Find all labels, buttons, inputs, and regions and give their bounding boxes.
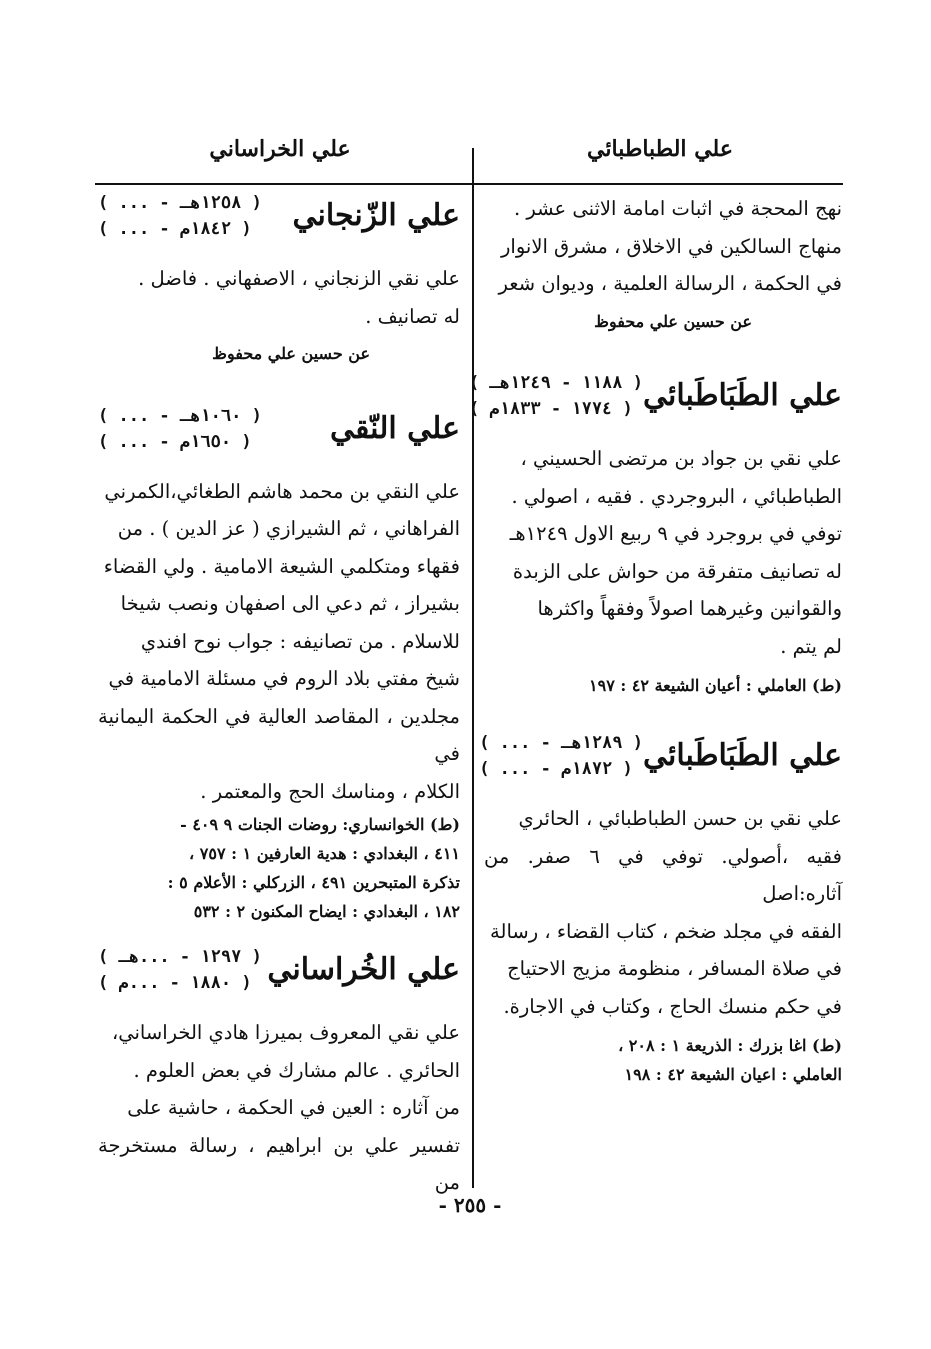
text-line: علي النقي بن محمد هاشم الطغائي،الكمرني bbox=[104, 479, 460, 503]
entry-references: (ط) العاملي : أعيان الشيعة ٤٢ : ١٩٧ bbox=[589, 676, 842, 695]
text-line: للاسلام . من تصانيفه : جواب نوح افندي bbox=[140, 629, 460, 653]
entry-name: علي الخُراساني bbox=[267, 952, 460, 988]
entry-name: علي الزّنجاني bbox=[292, 198, 460, 234]
text-line: نهج المحجة في اثبات امامة الاثنى عشر . bbox=[513, 197, 842, 220]
entry-heading bbox=[468, 370, 842, 422]
entry-dates bbox=[98, 944, 262, 996]
text-line: في حكم منسك الحاج ، وكتاب في الاجارة. bbox=[503, 994, 842, 1018]
text-line: له تصانيف . bbox=[365, 304, 460, 328]
dates-hijri: ( ١٢٩٧ - ...هـ ) bbox=[98, 947, 262, 967]
dates-hijri: ( ... - ١٠٦٠هـ ) bbox=[98, 405, 262, 426]
entry-dates bbox=[98, 403, 262, 455]
text-line: علي نقي المعروف بميرزا هادي الخراساني، bbox=[111, 1021, 460, 1044]
dates-gregorian: ( ١٧٧٤ - ١٨٣٣م ) bbox=[468, 399, 633, 419]
entry-references: (ط) الخوانساري: روضات الجنات ٩ ٤٠٩ - bbox=[180, 815, 460, 834]
entry-dates bbox=[469, 370, 643, 422]
text-line: منهاج السالكين في الاخلاق ، مشرق الانوار bbox=[500, 234, 842, 258]
right-column bbox=[468, 190, 842, 1089]
text-line: الفراهاني ، ثم الشيرازي ( عز الدين ) . من bbox=[117, 517, 460, 540]
running-head-right: علي الطباطبائي bbox=[587, 136, 733, 162]
text-line: تفسير علي بن ابراهيم ، رسالة مستخرجة من bbox=[98, 1133, 460, 1194]
text-line: فقيه ،أصولي. توفي في ٦ صفر. من آثاره:اصل bbox=[484, 844, 842, 905]
entry-heading bbox=[98, 403, 460, 455]
text-line: له تصانيف متفرقة من حواش على الزبدة bbox=[512, 559, 842, 583]
left-column bbox=[98, 190, 460, 1202]
entry-heading bbox=[479, 730, 842, 782]
entry-heading bbox=[98, 944, 460, 996]
text-line: من آثاره : العين في الحكمة ، حاشية على bbox=[127, 1096, 460, 1119]
entry-dates bbox=[479, 730, 643, 782]
text-line: الحائري . عالم مشارك في بعض العلوم . bbox=[133, 1058, 460, 1082]
column-divider bbox=[472, 148, 474, 1188]
text-line: توفي في بروجرد في ٩ ربيع الاول ١٢٤٩هـ bbox=[509, 522, 842, 545]
entry-references: تذكرة المتبحرين ٤٩١ ، الزركلي : الأعلام ٥ : bbox=[167, 873, 460, 892]
entry-heading bbox=[98, 190, 460, 242]
text-line: الفقه في مجلد ضخم ، كتاب القضاء ، رسالة bbox=[490, 919, 842, 943]
dates-hijri: ( ... - ١٢٥٨هـ ) bbox=[98, 193, 262, 213]
entry-name: علي النّقي bbox=[330, 410, 460, 446]
entry-author: عن حسين علي محفوظ bbox=[594, 311, 752, 331]
entry-references: ٤١١ ، البغدادي : هدية العارفين ١ : ٧٥٧ ، bbox=[189, 844, 460, 863]
text-line: والقوانين وغيرهما اصولاً وفقهاً واكثرها bbox=[537, 597, 842, 620]
text-line: علي نقي بن جواد بن مرتضى الحسيني ، bbox=[520, 447, 842, 470]
dates-gregorian: ( ... - ١٨٤٢م ) bbox=[98, 219, 252, 239]
entry-name: علي الطَبَاطَبائي bbox=[643, 378, 842, 414]
text-line: علي نقي الزنجاني ، الاصفهاني . فاضل . bbox=[138, 267, 460, 290]
entry-author: عن حسين علي محفوظ bbox=[212, 344, 370, 363]
text-line: علي نقي بن حسن الطباطبائي ، الحائري bbox=[518, 807, 842, 830]
text-line: مجلدين ، المقاصد العالية في الحكمة اليمانية في bbox=[98, 704, 460, 765]
running-head-left: علي الخراساني bbox=[209, 136, 351, 162]
text-line: في صلاة المسافر ، منظومة مزيج الاحتياج bbox=[507, 957, 842, 980]
entry-references: ١٨٢ ، البغدادي : ايضاح المكنون ٢ : ٥٣٢ bbox=[193, 902, 460, 921]
entry-references: (ط) اغا بزرك : الذريعة ١ : ٢٠٨ ، bbox=[618, 1036, 842, 1055]
text-line: بشيراز ، ثم دعي الى اصفهان ونصب شيخا bbox=[120, 592, 460, 615]
dates-gregorian: ( ... - ١٦٥٠م ) bbox=[98, 431, 252, 452]
dates-gregorian: ( ... - ١٨٧٢م ) bbox=[479, 759, 633, 779]
page-number: - ٢٥٥ - bbox=[438, 1193, 502, 1217]
text-line: الكلام ، ومناسك الحج والمعتمر . bbox=[200, 779, 460, 803]
text-line: فقهاء ومتكلمي الشيعة الامامية . ولي القضاء bbox=[103, 554, 460, 578]
text-line: شيخ مفتي بلاد الروم في مسئلة الامامية في bbox=[108, 667, 460, 690]
text-line: لم يتم . bbox=[780, 634, 842, 658]
text-line: الطباطبائي ، البروجردي . فقيه ، اصولي . bbox=[511, 484, 842, 508]
header-rule bbox=[95, 183, 843, 185]
text-line: في الحكمة ، الرسالة العلمية ، وديوان شعر bbox=[498, 272, 842, 295]
entry-dates bbox=[98, 190, 262, 242]
entry-references: العاملي : اعيان الشيعة ٤٢ : ١٩٨ bbox=[624, 1065, 842, 1084]
dates-hijri: ( ... - ١٢٨٩هـ ) bbox=[479, 733, 644, 753]
dates-hijri: ( ١١٨٨ - ١٢٤٩هـ ) bbox=[468, 373, 644, 393]
dates-gregorian: ( ١٨٨٠ - ...م ) bbox=[98, 973, 252, 993]
entry-name: علي الطَبَاطَبائي bbox=[643, 738, 842, 774]
